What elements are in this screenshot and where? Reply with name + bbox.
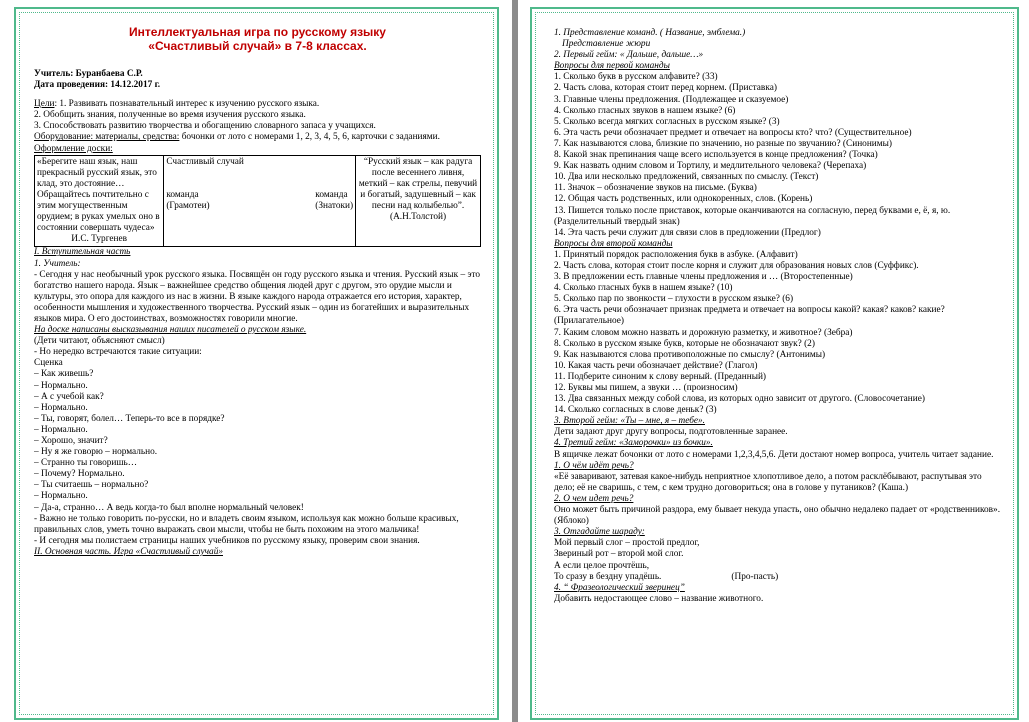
q2-2: 2. Часть слова, которая стоит после корня и служит для образования новых слов (Суффикс). [554,260,919,271]
page-1-content [34,25,481,714]
team-1-label: команда [166,189,199,200]
document-page-2 [530,7,1019,720]
lesson-date: Дата проведения: 14.12.2017 г. [34,80,161,91]
game-title: Счастливый случай [166,156,244,167]
q2-11: 11. Подберите синоним к слову верный. (Преданный) [554,371,767,382]
goal-3: 3. Способствовать развитию творчества и обогащению словарного запаса у учащихся. [34,121,376,132]
important-paragraph: - Важно не только говорить по-русски, но и владеть своим языком, используя как можно больше красивых, правильных слов, уметь точно выражать свои мысли, чтобы не быть похожим на этого мальчика! [34,513,459,535]
q1-2: 2. Часть слова, которая стоит перед корнем. (Приставка) [554,83,777,94]
dialog-5: – Ты, говорят, болел… Теперь-то все в порядке? [34,413,225,424]
intro-item-3: 2. Первый гейм: « Дальше, дальше…» [554,50,704,61]
q1-14: 14. Эта часть речи служит для связи слов в предложении (Предлог) [554,227,821,238]
goal-1: : 1. Развивать познавательный интерес к изучению русского языка. [54,99,320,110]
pages-paragraph: - И сегодня мы полистаем страницы наших учебников по русскому языку, проверим свои знания. [34,535,420,546]
team-2-name: (Знатоки) [315,200,354,211]
intro-paragraph: - Сегодня у нас необычный урок русского языка. Посвящён он году русского языка и чтения. Русский язык – это богатство нашего народа. Язык – важнейшее средство общения людей друг с другом, это орудие мысли и культуры, это опора для каждого из нас в жизни. В языке каждого народа отражается его история, характер, особенности мышления и художественного творчества. Русский язык – один из богатейших и выразительных языков мира. О его достоинствах, возможностях говорили многие. [34,269,481,324]
game-2-heading: 3. Второй гейм: «Ты – мне, я – тебе». [554,416,705,427]
dialog-4: – Нормально. [34,402,88,413]
q1-10: 10. Два или несколько предложений, связанных по смыслу. (Текст) [554,172,819,183]
q2-header: Вопросы для второй команды [554,238,673,249]
riddle-line-1: Мой первый слог – простой предлог, [554,538,700,549]
task-1-title: 1. О чём идёт речь? [554,460,634,471]
dialog-13: – Да-а, странно… А ведь когда-то был вполне нормальный человек! [34,502,304,513]
board-note: На доске написаны высказывания наших писателей о русском языке. [34,325,307,336]
dialog-10: – Почему? Нормально. [34,469,125,480]
document-page-1 [14,7,499,720]
doc-title-line1: Интеллектуальная игра по русскому языку [129,25,386,39]
teacher-name: Учитель: Буранбаева С.Р. [34,69,143,79]
teams-row [166,190,353,212]
q1-12: 12. Общая часть родственных, или однокоренных, слов. (Корень) [554,194,813,205]
children-read: (Дети читают, объясняют смысл) [34,336,165,347]
q1-7: 7. Как называются слова, близкие по значению, но разные по звучанию? (Синонимы) [554,138,892,149]
page-2-content [554,28,1001,714]
situations: - Но нередко встречаются такие ситуации: [34,347,202,358]
q1-header: Вопросы для первой команды [554,61,670,72]
task-3-title: 3. Отгадайте шараду: [554,527,645,538]
dialog-11: – Ты считаешь – нормально? [34,480,149,491]
intro-item-1: 1. Представление команд. ( Название, эмблема.) [554,28,746,38]
task-1-text: «Её заваривают, затевая какое-нибудь неприятное хлопотливое дело, а потом расклёбывают, распутывая это дело; её не сваришь, с тем, с кем трудно договориться; она в голове у путаников? (Каша.) [554,471,982,493]
q2-1: 1. Принятый порядок расположения букв в азбуке. (Алфавит) [554,249,798,260]
team-1-name: (Грамотеи) [166,200,210,211]
task-4-title: 4. “ Фразеологический зверинец” [554,582,685,593]
goals-label: Цели [34,99,55,110]
dialog-9: – Странно ты говоришь… [34,458,138,469]
game-3-heading: 4. Третий гейм: «Заморочки» из бочки». [554,438,713,449]
q1-3: 3. Главные члены предложения. (Подлежащее и сказуемое) [554,94,789,105]
q2-7: 7. Каким словом можно назвать и дорожную разметку, и животное? (Зебра) [554,327,853,338]
board-cell-tolstoy [356,155,481,247]
task-4-text: Добавить недостающее слово – название животного. [554,593,764,604]
q1-8: 8. Какой знак препинания чаще всего используется в конце предложения? (Точка) [554,150,878,161]
dialog-6: – Нормально. [34,424,88,435]
equipment-label: Оборудование: материалы, средства: [34,132,180,143]
dialog-12: – Нормально. [34,491,88,502]
dialog-3: – А с учебой как? [34,391,104,402]
scene-label: Сценка [34,358,63,369]
doc-title-line2: «Счастливый случай» в 7-8 классах. [148,39,367,53]
task-2-text: Оно может быть причиной раздора, ему бывает некуда упасть, оно обычно недалеко падает от «родственников». (Яблоко) [554,505,1001,527]
section-2-heading: II. Основная часть. Игра «Счастливый случай» [34,546,223,557]
equipment [34,132,481,143]
q1-13: 13. Пишется только после приставок, которые оканчиваются на согласную, перед буквами е, ё, я, ю. (Разделительный твердый знак) [554,205,951,227]
intro-item-2: Представление жюри [562,39,651,50]
turgenev-quote: «Берегите наш язык, наш прекрасный русский язык, это клад, это достояние… Обращайтесь почтительно с этим могущественным орудием; в руках умелых оно в состоянии совершать чудеса» [37,156,160,234]
riddle-answer: (Про-пасть) [731,571,779,582]
q1-9: 9. Как назвать одним словом и Тортилу, и медлительного человека? (Черепаха) [554,161,867,172]
page-gap [512,0,518,722]
q2-10: 10. Какая часть речи обозначает действие? (Глагол) [554,360,758,371]
q2-12: 12. Буквы мы пишем, а звуки … (произносим) [554,383,738,393]
q2-9: 9. Как называются слова противоположные по смыслу? (Антонимы) [554,349,826,360]
q2-5: 5. Сколько пар по звонкости – глухости в русском языке? (6) [554,294,794,305]
q1-1: 1. Сколько букв в русском алфавите? (33) [554,72,718,83]
task-2-title: 2. О чем идет речь? [554,493,634,504]
board-cell-turgenev [35,155,164,247]
riddle-line-3: А если целое прочтёшь, [554,560,650,571]
q2-8: 8. Сколько в русском языке букв, которые не обозначают звук? (2) [554,338,815,349]
riddle-line-2: Звериный рот – второй мой слог. [554,549,684,560]
team-1 [166,190,209,212]
team-2 [315,190,353,212]
q1-6: 6. Эта часть речи обозначает предмет и отвечает на вопросы кто? что? (Существительное) [554,127,912,138]
goals-line-1 [34,99,481,110]
game-3-text: В ящичке лежат бочонки от лото с номерами 1,2,3,4,5,6. Дети достают номер вопроса, учитель читает задание. [554,449,994,460]
dialog-8: – Ну я же говорю – нормально. [34,447,158,458]
q2-4: 4. Сколько гласных букв в нашем языке? (10) [554,283,733,294]
q1-4: 4. Сколько гласных звуков в нашем языке? (6) [554,105,736,116]
section-1-heading: I. Вступительная часть [34,247,131,258]
riddle-last-line: То сразу в бездну упадёшь. [554,571,662,582]
board-label: Оформление доски: [34,143,113,154]
teacher-label: 1. Учитель: [34,258,81,269]
goal-2: 2. Обобщить знания, полученные во время изучения русского языка. [34,110,306,121]
tolstoy-author: (А.Н.Толстой) [389,212,447,223]
board-table [34,155,481,248]
game-2-text: Дети задают друг другу вопросы, подготовленные заранее. [554,427,788,438]
q1-5: 5. Сколько всегда мягких согласных в русском языке? (3) [554,116,780,127]
q2-3: 3. В предложении есть главные члены предложения и … (Второстепенные) [554,272,853,283]
riddle-line-4 [554,572,1001,583]
equipment-text: бочонки от лото с номерами 1, 2, 3, 4, 5, 6, карточки с заданиями. [179,132,440,143]
q2-6: 6. Эта часть речи обозначает признак предмета и отвечает на вопросы какой? какая? каков? какие? (Прилагательное) [554,305,945,327]
team-2-label: команда [315,189,348,200]
tolstoy-quote: “Русский язык – как радуга после весеннего ливня, меткий – как стрелы, певучий и богатый, задушевный – как песни над колыбелью”. [358,156,478,212]
dialog-7: – Хорошо, значит? [34,436,108,446]
dialog-2: – Нормально. [34,380,88,391]
board-cell-game [164,155,356,247]
q2-13: 13. Два связанных между собой слова, из которых одно зависит от другого. (Словосочетание) [554,394,925,405]
dialog-1: – Как живешь? [34,369,94,380]
q2-14: 14. Сколько согласных в слове деньк? (3) [554,405,717,416]
q1-11: 11. Значок – обозначение звуков на письме. (Буква) [554,183,757,194]
turgenev-author: И.С. Тургенев [71,234,128,245]
